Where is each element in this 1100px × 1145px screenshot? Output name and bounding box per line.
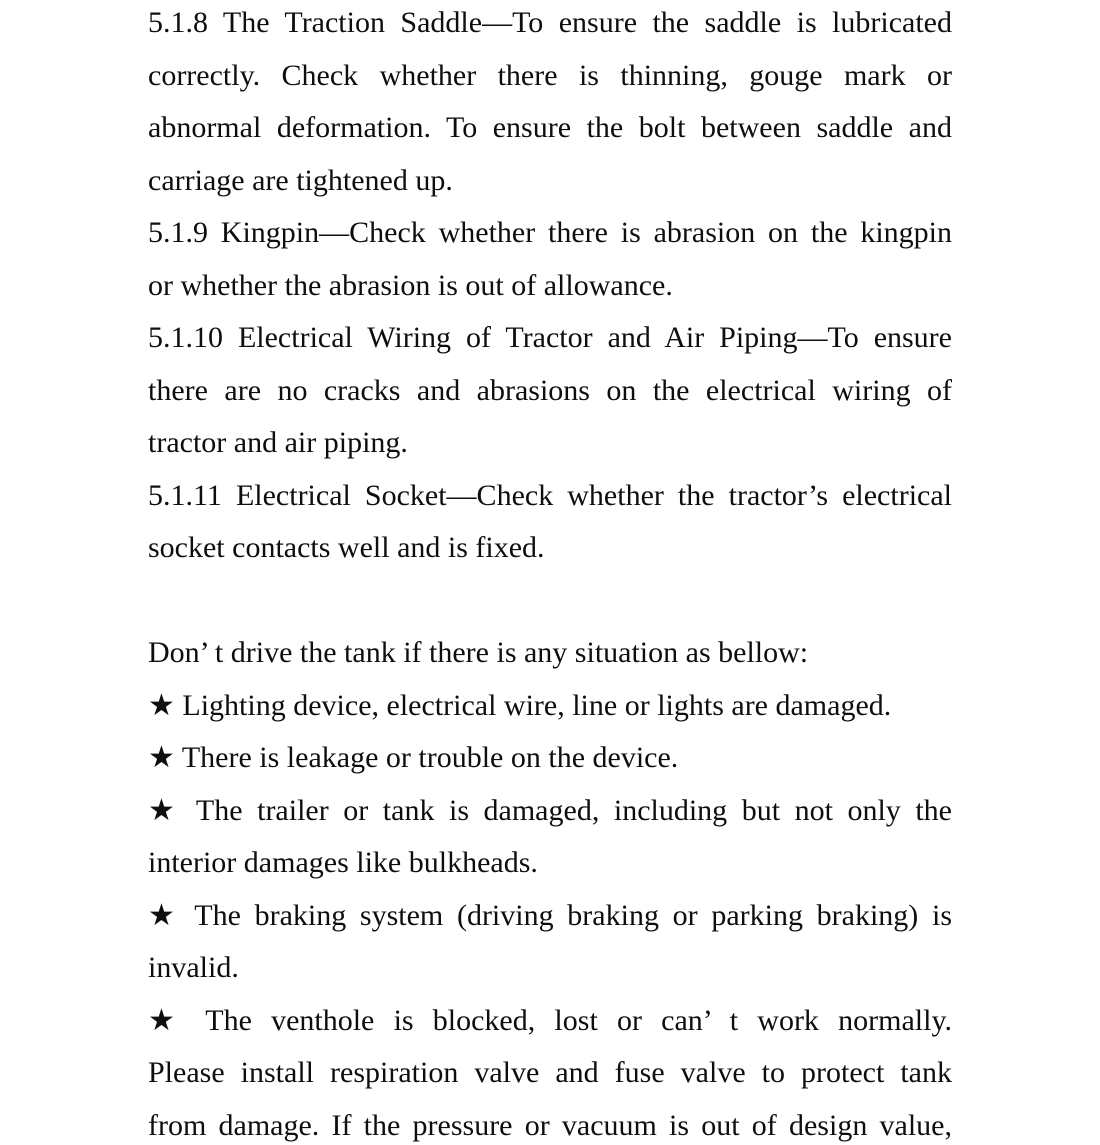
text-line: 5.1.9 Kingpin—Check whether there is abrasion on the kingpin — [148, 216, 952, 249]
text-line: tractor and air piping. — [148, 426, 408, 459]
text-line: carriage are tightened up. — [148, 163, 453, 197]
bullet-line: ★ The braking system (driving braking or parking braking) is — [148, 898, 952, 932]
text-line: interior damages like bulkheads. — [148, 846, 538, 879]
text-line: there are no cracks and abrasions on the electrical wiring of — [148, 373, 952, 407]
text-line: or whether the abrasion is out of allowance. — [148, 268, 673, 302]
text-line: Please install respiration valve and fuse valve to protect tank — [148, 1056, 952, 1089]
text-line: 5.1.11 Electrical Socket—Check whether the tractor’s electrical — [148, 478, 952, 512]
bullet-line: ★ There is leakage or trouble on the device. — [148, 741, 679, 774]
text-line: abnormal deformation. To ensure the bolt between saddle and — [148, 111, 952, 144]
text-line: 5.1.8 The Traction Saddle—To ensure the saddle is lubricated — [148, 6, 952, 39]
text-line: correctly. Check whether there is thinning, gouge mark or — [148, 58, 952, 92]
bullet-line: ★ Lighting device, electrical wire, line or lights are damaged. — [148, 688, 892, 722]
text-column — [148, 0, 952, 1145]
text-line: 5.1.10 Electrical Wiring of Tractor and Air Piping—To ensure — [148, 321, 952, 354]
text-line: Don’ t drive the tank if there is any situation as bellow: — [148, 636, 809, 669]
text-line: invalid. — [148, 951, 239, 984]
text-line: from damage. If the pressure or vacuum is out of design value, — [148, 1108, 952, 1142]
bullet-line: ★ The venthole is blocked, lost or can’ t work normally. — [148, 1003, 952, 1037]
text-line: socket contacts well and is fixed. — [148, 531, 545, 564]
blank-line — [148, 575, 952, 628]
bullet-line: ★ The trailer or tank is damaged, including but not only the — [148, 793, 952, 827]
